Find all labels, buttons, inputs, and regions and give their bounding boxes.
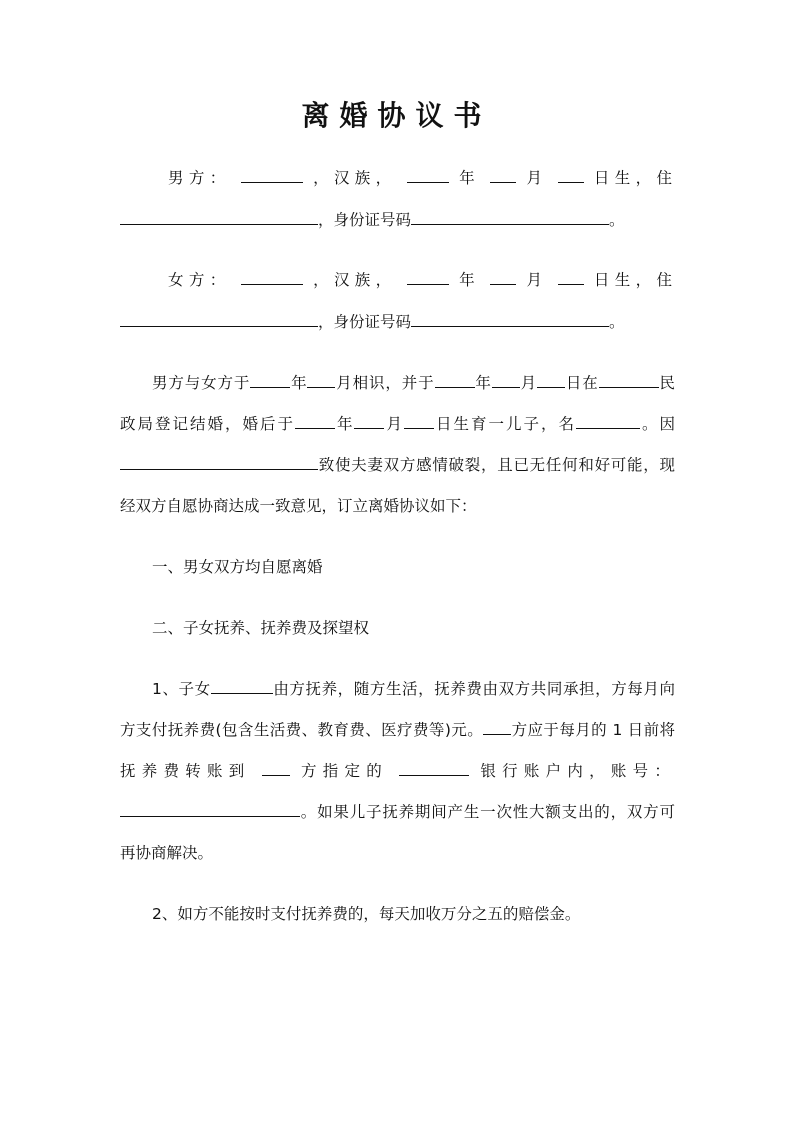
marry-day-blank	[537, 372, 565, 388]
man-birth-month-blank	[490, 167, 516, 183]
year-text: 年	[474, 374, 492, 392]
clause-1-line-5: 再协商解决。	[120, 844, 214, 862]
period-text: 。	[609, 211, 625, 229]
man-birth-day-blank	[558, 167, 584, 183]
woman-info-line-1	[168, 268, 675, 292]
man-ethnicity-text: ，汉族，	[313, 169, 397, 187]
year-text: 年	[334, 415, 355, 433]
woman-address-blank	[120, 311, 318, 327]
clause-1-line-3	[120, 759, 675, 783]
man-id-label: ，身份证号码	[318, 211, 412, 229]
clause-text: 方支付抚养费(包含生活费、教育费、医疗费等)元。	[120, 721, 484, 739]
man-info-line-2	[120, 208, 675, 232]
month-text: 月	[526, 169, 548, 187]
man-id-blank	[411, 209, 609, 225]
document-title: 离婚协议书	[301, 99, 492, 132]
intro-text: 日在	[564, 374, 599, 392]
meet-year-blank	[250, 372, 290, 388]
woman-birth-day-blank	[558, 269, 584, 285]
clause-text: 。如果儿子抚养期间产生一次性大额支出的，双方可	[300, 803, 675, 821]
section-2-heading: 二、子女抚养、抚养费及探望权	[152, 619, 370, 637]
section-1-heading: 一、男女双方均自愿离婚	[152, 558, 323, 576]
payee-party-blank	[262, 760, 290, 776]
woman-birth-year-blank	[407, 269, 449, 285]
clause-text: 由方抚养，随方生活，抚养费由双方共同承担，方每月向	[272, 680, 675, 698]
intro-line-3	[120, 453, 675, 477]
intro-line-2	[120, 412, 675, 436]
woman-id-blank	[411, 311, 609, 327]
divorce-reason-blank	[120, 454, 318, 470]
bank-name-blank	[399, 760, 469, 776]
clause-text: 1、子女	[152, 680, 211, 698]
clause-text: 方指定的	[300, 762, 388, 780]
clause-text: 抚养费转账到	[120, 762, 251, 780]
account-number-blank	[120, 801, 300, 817]
man-birth-year-blank	[407, 167, 449, 183]
intro-text: 致使夫妻双方感情破裂，且已无任何和好可能，现	[318, 456, 675, 474]
intro-text: 月相识，并于	[335, 374, 435, 392]
clause-text: 方应于每月的 1 日前将	[511, 721, 675, 739]
intro-text: 男方与女方于	[152, 374, 251, 392]
month-text: 月	[519, 374, 537, 392]
marry-year-blank	[435, 372, 475, 388]
woman-info-line-2	[120, 310, 675, 334]
intro-line-4: 经双方自愿协商达成一致意见，订立离婚协议如下：	[120, 497, 477, 515]
child-name-blank	[576, 413, 640, 429]
woman-label: 女方：	[168, 271, 231, 289]
man-info-line-1	[168, 166, 675, 190]
year-text: 年	[290, 374, 308, 392]
woman-birth-month-blank	[490, 269, 516, 285]
meet-month-blank	[307, 372, 335, 388]
clause-1-line-2	[120, 718, 675, 742]
marry-month-blank	[492, 372, 520, 388]
man-address-blank	[120, 209, 318, 225]
born-residence-text: 日生，住	[593, 169, 675, 187]
intro-text: 民	[658, 374, 675, 392]
intro-text: 政局登记结婚，婚后于	[120, 415, 295, 433]
clause-1-line-4	[120, 800, 675, 824]
intro-text: 。因	[639, 415, 675, 433]
child-birth-year-blank	[295, 413, 335, 429]
intro-line-1	[152, 371, 675, 395]
year-text: 年	[459, 169, 480, 187]
born-residence-text: 日生，住	[593, 271, 675, 289]
intro-text: 日生育一儿子，名	[433, 415, 576, 433]
month-text: 月	[526, 271, 548, 289]
clause-2: 2、如方不能按时支付抚养费的，每天加收万分之五的赔偿金。	[152, 905, 581, 923]
period-text: 。	[609, 313, 625, 331]
year-text: 年	[459, 271, 480, 289]
clause-text: 银行账户内，账号：	[480, 762, 675, 780]
month-text: 月	[384, 415, 404, 433]
woman-name-blank	[241, 269, 303, 285]
woman-id-label: ，身份证号码	[318, 313, 412, 331]
man-name-blank	[241, 167, 303, 183]
registry-place-blank	[599, 372, 659, 388]
child-birth-day-blank	[404, 413, 434, 429]
clause-1-line-1	[152, 677, 675, 701]
payer-party-blank	[483, 719, 511, 735]
man-label: 男方：	[168, 169, 231, 187]
child-birth-month-blank	[354, 413, 384, 429]
child-name-blank	[211, 678, 273, 694]
woman-ethnicity-text: ，汉族，	[313, 271, 397, 289]
